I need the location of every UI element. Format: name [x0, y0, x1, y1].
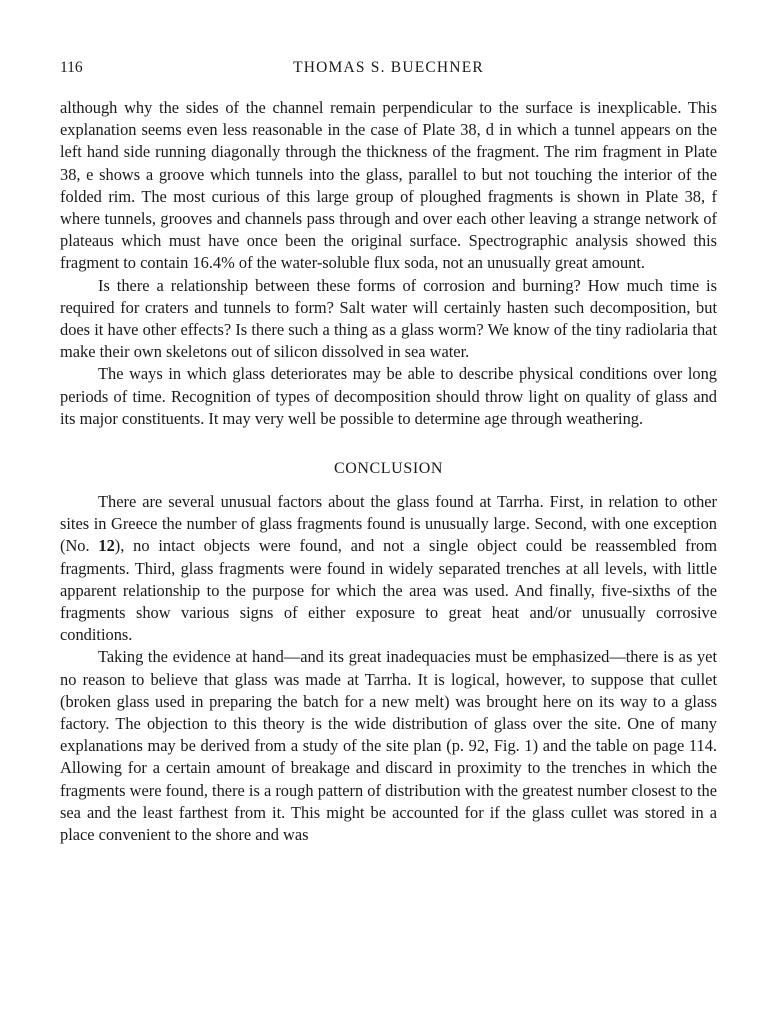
body-text [60, 97, 717, 846]
text-run: ), no intact objects were found, and not a single object could be reassembled from fragments. Third, glass fragments were found in widely separated trenches at all levels, with little apparent relationship to the purpose for which the area was used. And finally, five-sixths of the fragments show various signs of either exposure to great heat and/or unusually corrosive conditions. [60, 536, 717, 645]
running-title: THOMAS S. BUECHNER [293, 59, 484, 76]
page-number: 116 [60, 59, 83, 76]
paragraph-conclusion-evidence: Taking the evidence at hand—and its great inadequacies must be emphasized—there is as yet no reason to believe that glass was made at Tarrha. It is logical, however, to suppose that cullet (broken glass used in preparing the batch for a new melt) was brought here on its way to a glass factory. The objection to this theory is the wide distribution of glass over the site. One of many explanations may be derived from a study of the site plan (p. 92, Fig. 1) and the table on page 114. Allowing for a certain amount of breakage and discard in proximity to the trenches in which the fragments were found, there is a rough pattern of distribution with the greatest number closest to the sea and the least farthest from it. This might be accounted for if the glass cullet was stored in a place convenient to the shore and was [60, 647, 717, 845]
object-number-bold: 12 [98, 536, 115, 556]
running-head [60, 59, 717, 83]
section-heading-conclusion: CONCLUSION [333, 460, 444, 478]
paragraph-conclusion-factors [60, 491, 717, 646]
paragraph-questions: Is there a relationship between these forms of corrosion and burning? How much time is required for craters and tunnels to form? Salt water will certainly hasten such decomposition, but does it have other effects? Is there such a thing as a glass worm? We know of the tiny radiolaria that make their own skeletons out of silicon dissolved in sea water. [60, 275, 717, 362]
paragraph-deterioration: The ways in which glass deteriorates may be able to describe physical conditions over long periods of time. Recognition of types of decomposition should throw light on quality of glass and its major constituents. It may very well be possible to determine age through weathering. [60, 364, 717, 428]
text-run: There are several unusual factors about the glass found at Tarrha. First, in relation to other sites in Greece the number of glass fragments found is unusually large. Second, with one exception (No. [60, 492, 717, 556]
paragraph-continued: although why the sides of the channel remain perpendicular to the surface is inexplicable. This explanation seems even less reasonable in the case of Plate 38, d in which a tunnel appears on the left hand side running diagonally through the thickness of the fragment. The rim fragment in Plate 38, e shows a groove which tunnels into the glass, parallel to but not touching the interior of the folded rim. The most curious of this large group of ploughed fragments is shown in Plate 38, f where tunnels, grooves and channels pass through and over each other leaving a strange network of plateaus which must have once been the original surface. Spectrographic analysis showed this fragment to contain 16.4% of the water-soluble flux soda, not an unusually great amount. [60, 98, 717, 273]
